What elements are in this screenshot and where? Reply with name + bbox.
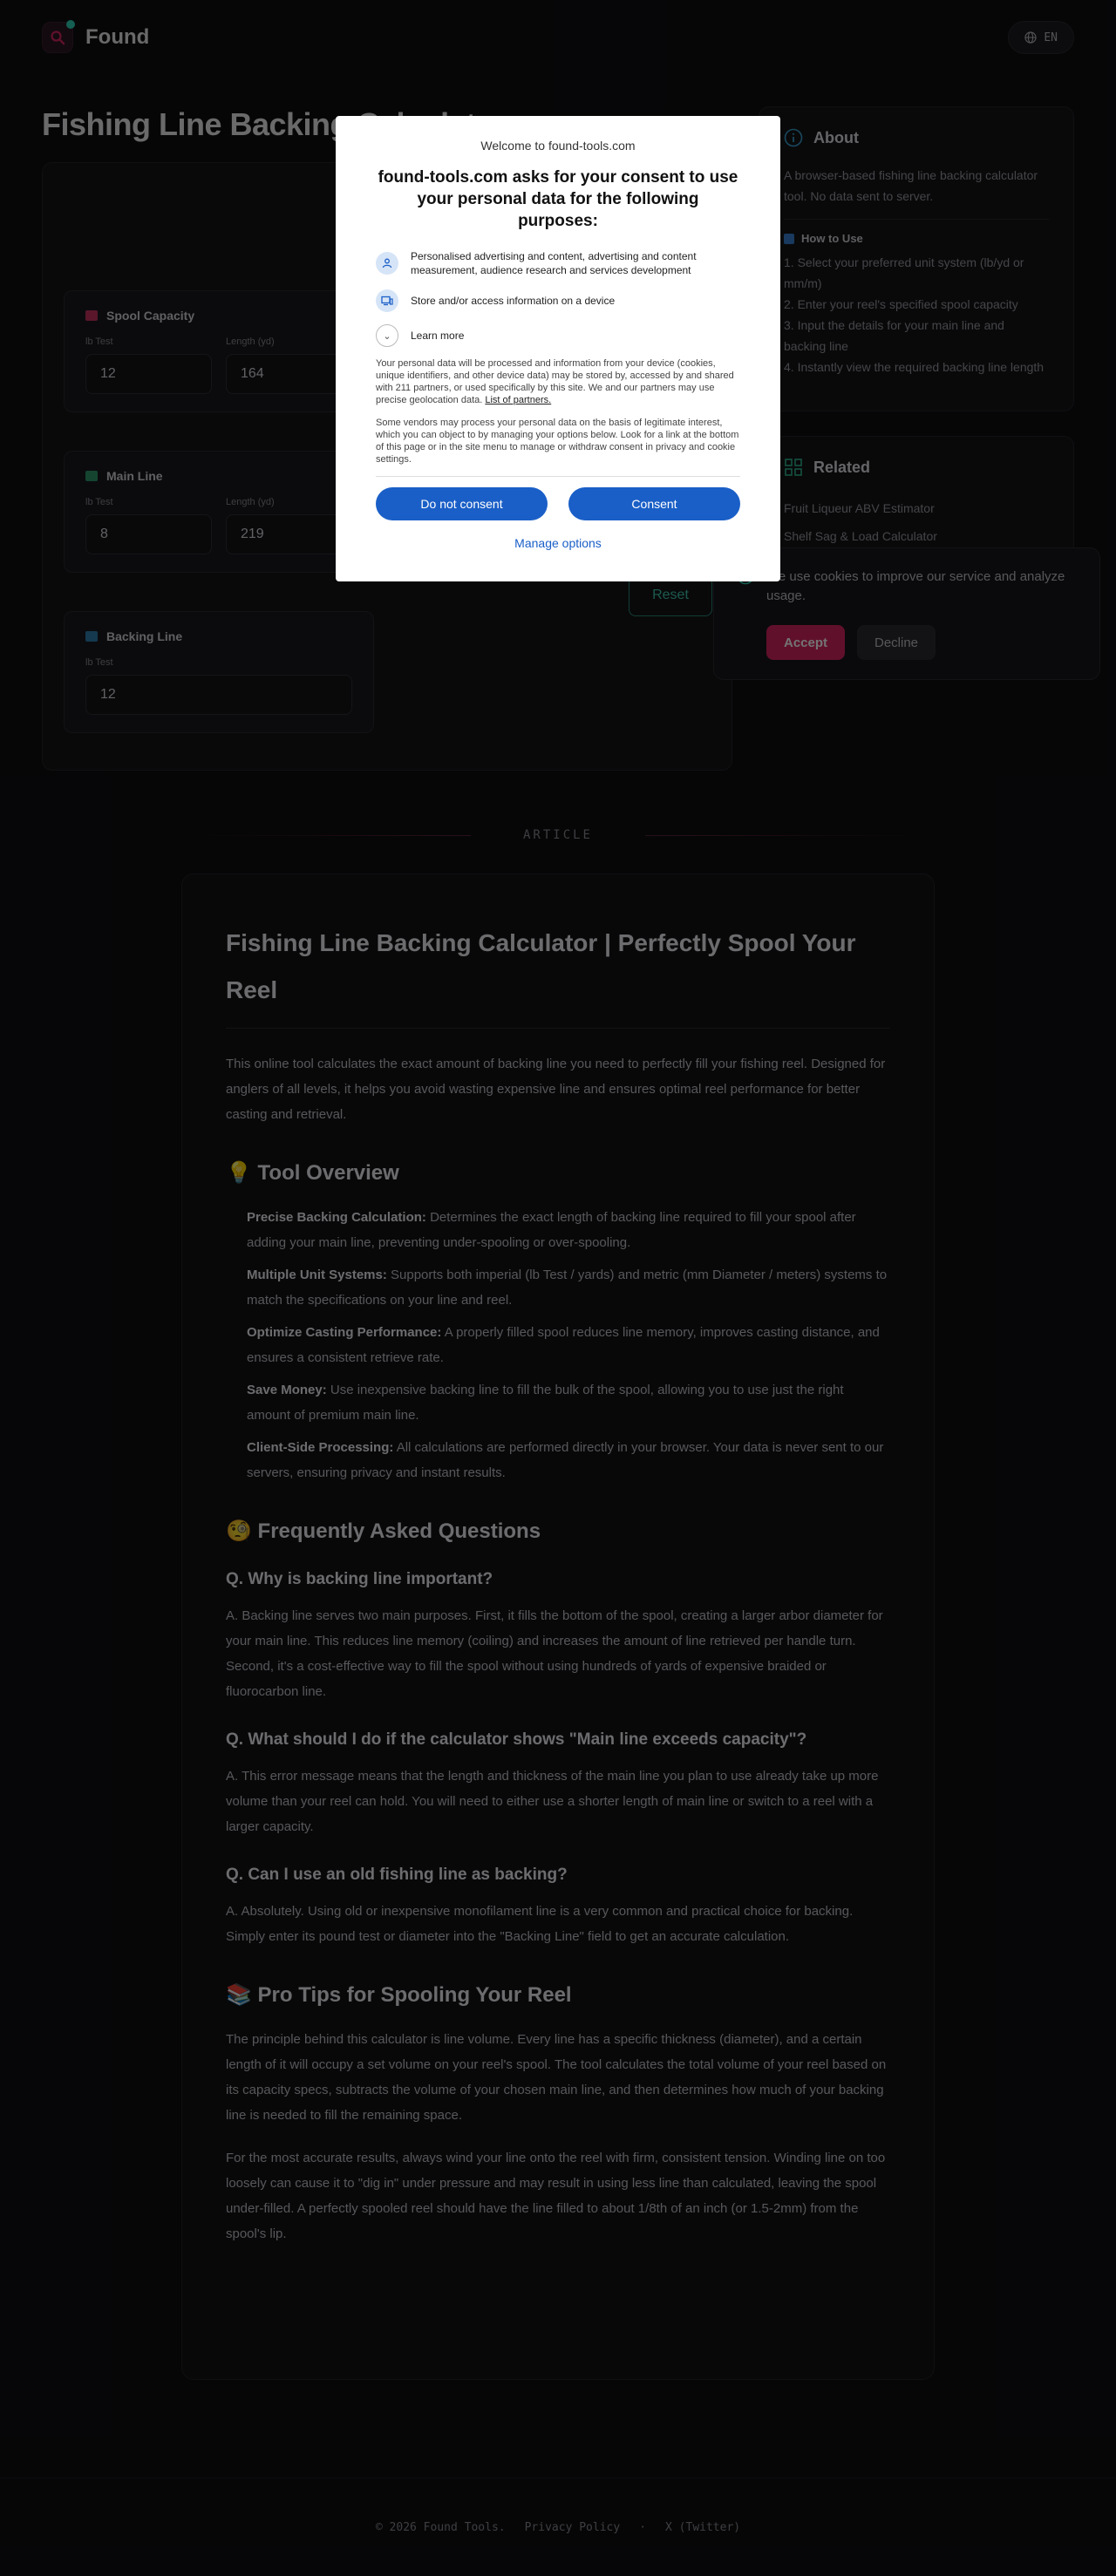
consent-heading: found-tools.com asks for your consent to use your personal data for the following purposes: [378,168,738,230]
person-icon [376,252,398,275]
consent-purpose-1: Personalised advertising and content, advertising and content measurement, audience research and services development [411,250,697,276]
consent-dialog [336,116,780,581]
learn-more-toggle[interactable] [376,324,740,347]
consent-body-1: Your personal data will be processed and information from your device (cookies, unique identifiers, and other device data) may be stored by, accessed by and shared with 211 partners, or used specifically by this site. We and our partners may use precise geolocation data. List of partners. [376,358,734,405]
chevron-down-icon: ⌄ [376,324,398,347]
consent-divider [376,476,740,477]
do-not-consent-button[interactable]: Do not consent [376,487,548,520]
manage-options-link[interactable]: Manage options [514,536,602,550]
consent-welcome: Welcome to found-tools.com [480,139,636,153]
consent-button[interactable]: Consent [568,487,740,520]
consent-body-2: Some vendors may process your personal data on the basis of legitimate interest, which you can object to by managing your options below. Look for a link at the bottom of this page or in the site menu to manage or withdraw consent in privacy and cookie settings. [376,418,739,465]
consent-purpose-2: Store and/or access information on a device [411,295,616,307]
device-icon [376,289,398,312]
learn-more-label: Learn more [411,330,465,342]
partners-link[interactable]: List of partners. [485,395,552,405]
